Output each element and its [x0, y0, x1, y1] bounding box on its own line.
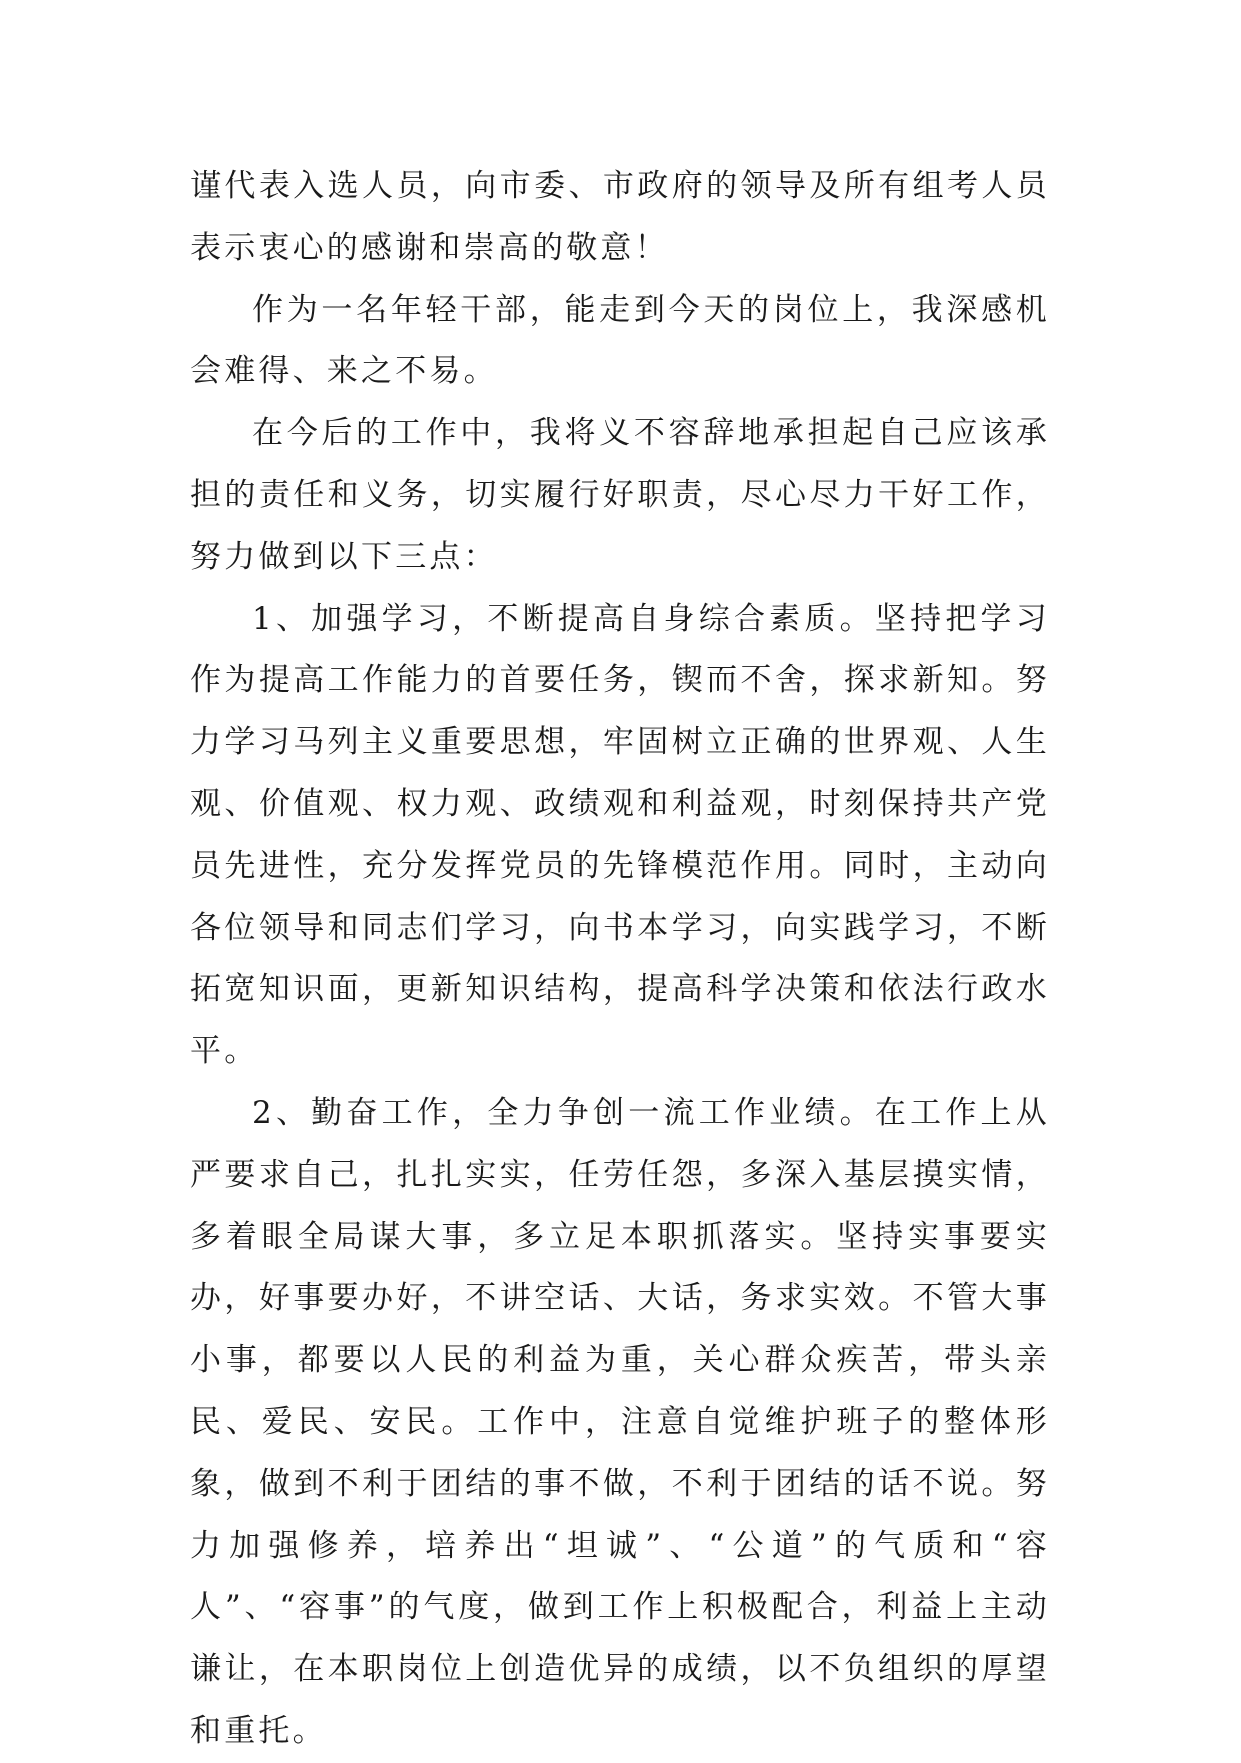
- paragraph-5: 2、勤奋工作，全力争创一流工作业绩。在工作上从严要求自己，扎扎实实，任劳任怨，多深入基层摸实情，多着眼全局谋大事，多立足本职抓落实。坚持实事要实办，好事要办好，不讲空话、大话，务求实效。不管大事小事，都要以人民的利益为重，关心群众疾苦，带头亲民、爱民、安民。工作中，注意自觉维护班子的整体形象，做到不利于团结的事不做，不利于团结的话不说。努力加强修养，培养出“坦诚”、“公道”的气质和“容人”、“容事”的气度，做到工作上积极配合，利益上主动谦让，在本职岗位上创造优异的成绩，以不负组织的厚望和重托。: [190, 1094, 1050, 1749]
- document-body: [190, 156, 1050, 1763]
- paragraph-4: 1、加强学习，不断提高自身综合素质。坚持把学习作为提高工作能力的首要任务，锲而不舍，探求新知。努力学习马列主义重要思想，牢固树立正确的世界观、人生观、价值观、权力观、政绩观和利益观，时刻保持共产党员先进性，充分发挥党员的先锋模范作用。同时，主动向各位领导和同志们学习，向书本学习，向实践学习，不断拓宽知识面，更新知识结构，提高科学决策和依法行政水平。: [190, 600, 1050, 1070]
- paragraph-2: 作为一名年轻干部，能走到今天的岗位上，我深感机会难得、来之不易。: [190, 291, 1050, 390]
- paragraph-3: 在今后的工作中，我将义不容辞地承担起自己应该承担的责任和义务，切实履行好职责，尽心尽力干好工作，努力做到以下三点：: [190, 415, 1050, 575]
- paragraph-1: 谨代表入选人员，向市委、市政府的领导及所有组考人员表示衷心的感谢和崇高的敬意！: [190, 168, 1050, 266]
